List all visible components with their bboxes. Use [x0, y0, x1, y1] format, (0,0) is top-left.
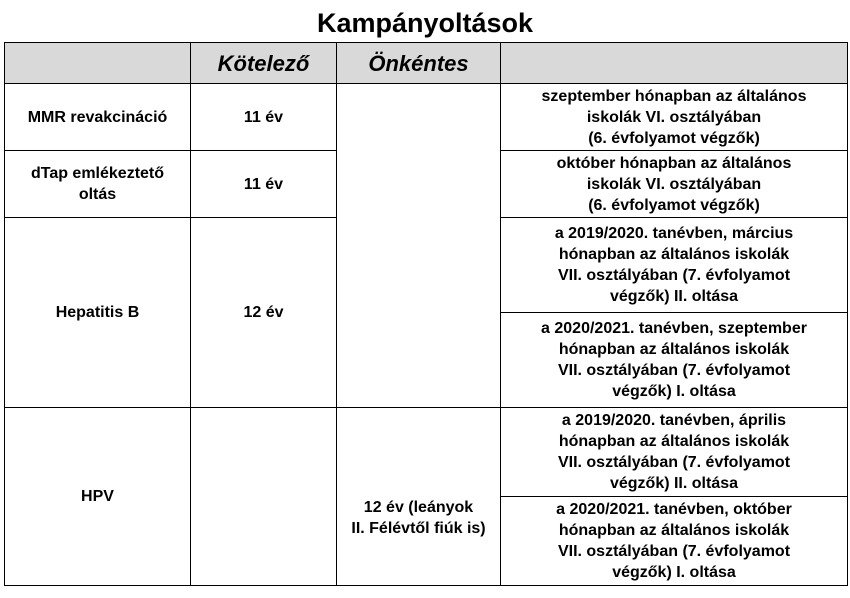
table-row-mmr: [5, 84, 848, 151]
schedule-hepatitis-b-1: a 2019/2020. tanévben, március hónapban az általános iskolák VII. osztályában (7. évfolyamot végzők) II. oltása: [501, 218, 848, 313]
vaccine-name-mmr: MMR revakcináció: [5, 84, 191, 151]
vaccine-name-dtap: dTap emlékeztető oltás: [5, 151, 191, 218]
vaccine-name-hpv: HPV: [5, 408, 191, 586]
mandatory-age-mmr: 11 év: [191, 84, 337, 151]
vaccination-campaign-table: [4, 42, 848, 586]
schedule-dtap: október hónapban az általános iskolák VI. osztályában (6. évfolyamot végzők): [501, 151, 848, 218]
schedule-hepatitis-b-2: a 2020/2021. tanévben, szeptember hónapban az általános iskolák VII. osztályában (7. évfolyamot végzők) I. oltása: [501, 313, 848, 408]
voluntary-empty-cell: [337, 84, 501, 408]
mandatory-age-hpv: [191, 408, 337, 586]
header-voluntary: Önkéntes: [337, 43, 501, 84]
header-row: [5, 43, 848, 84]
page-title: Kampányoltások: [316, 8, 534, 38]
vaccine-name-hepatitis-b: Hepatitis B: [5, 218, 191, 408]
header-mandatory: Kötelező: [191, 43, 337, 84]
schedule-hpv-1: a 2019/2020. tanévben, április hónapban az általános iskolák VII. osztályában (7. évfolyamot végzők) II. oltása: [501, 408, 848, 497]
header-schedule: [501, 43, 848, 84]
mandatory-age-hepatitis-b: 12 év: [191, 218, 337, 408]
schedule-hpv-2: a 2020/2021. tanévben, október hónapban az általános iskolák VII. osztályában (7. évfolyamot végzők) I. oltása: [501, 497, 848, 586]
table-row-hpv: [5, 408, 848, 497]
schedule-mmr: szeptember hónapban az általános iskolák VI. osztályában (6. évfolyamot végzők): [501, 84, 848, 151]
voluntary-age-hpv: 12 év (leányok II. Félévtől fiúk is): [337, 408, 501, 586]
header-vaccine: [5, 43, 191, 84]
mandatory-age-dtap: 11 év: [191, 151, 337, 218]
